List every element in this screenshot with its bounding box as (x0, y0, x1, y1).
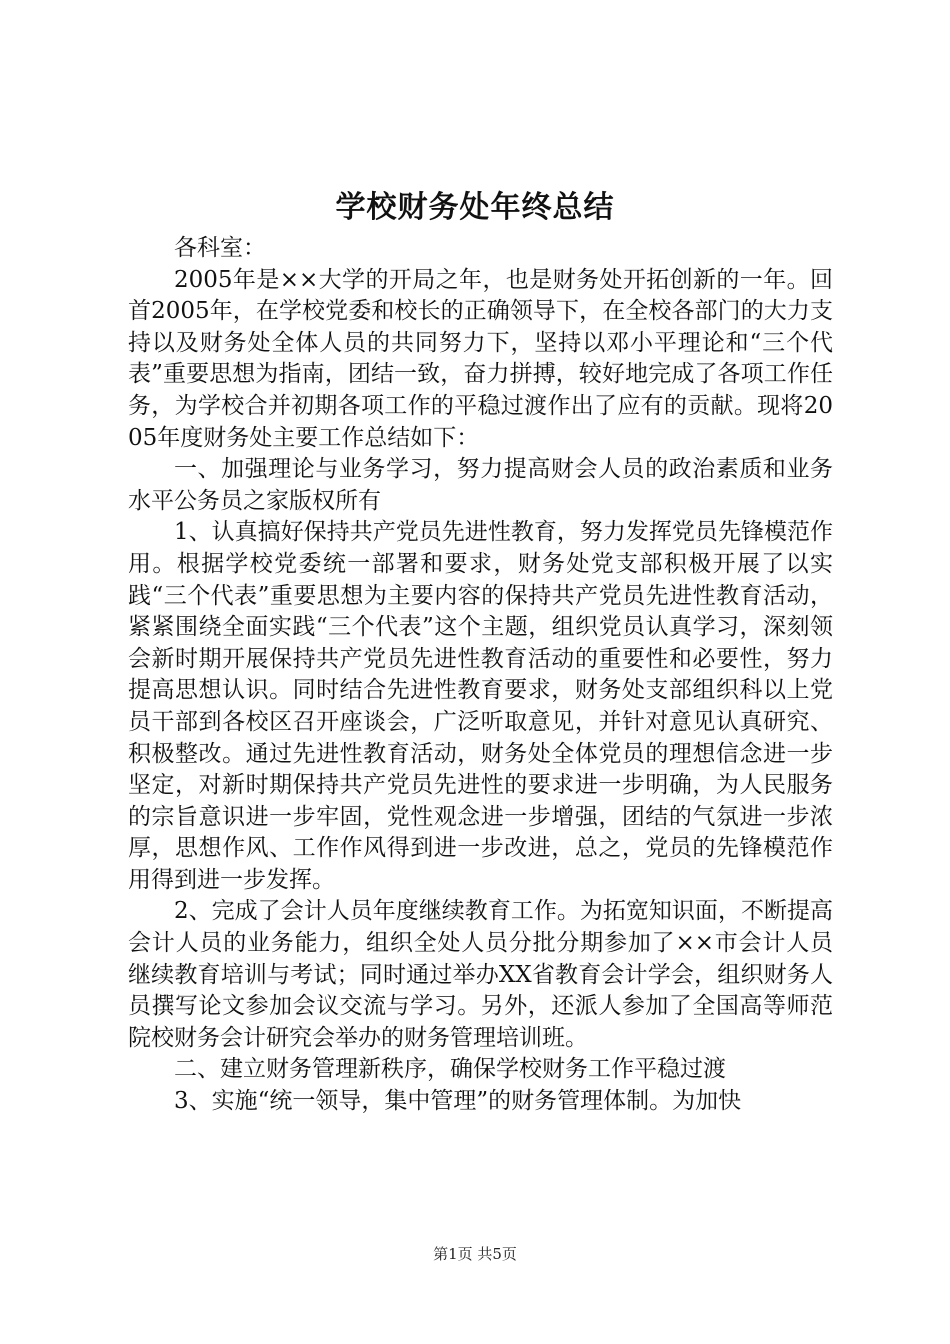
paragraph-item-2: 2、完成了会计人员年度继续教育工作。为拓宽知识面，不断提高会计人员的业务能力，组织全处人员分批分期参加了××市会计人员继续教育培训与考试；同时通过举办XX省教育会计学会，组织财务人员撰写论文参加会议交流与学习。另外，还派人参加了全国高等师范院校财务会计研究会举办的财务管理培训班。 (128, 898, 833, 1051)
intro-paragraph: 2005年是××大学的开局之年，也是财务处开拓创新的一年。回首2005年，在学校党委和校长的正确领导下，在全校各部门的大力支持以及财务处全体人员的共同努力下，坚持以邓小平理论和“三个代表”重要思想为指南，团结一致，奋力拼搏，较好地完成了各项工作任务，为学校合并初期各项工作的平稳过渡作出了应有的贡献。现将2005年度财务处主要工作总结如下： (128, 266, 833, 451)
paragraph-item-1: 1、认真搞好保持共产党员先进性教育，努力发挥党员先锋模范作用。根据学校党委统一部署和要求，财务处党支部积极开展了以实践“三个代表”重要思想为主要内容的保持共产党员先进性教育活动，紧紧围绕全面实践“三个代表”这个主题，组织党员认真学习，深刻领会新时期开展保持共产党员先进性教育活动的重要性和必要性，努力提高思想认识。同时结合先进性教育要求，财务处支部组织科以上党员干部到各校区召开座谈会，广泛听取意见，并针对意见认真研究、积极整改。通过先进性教育活动，财务处全体党员的理想信念进一步坚定，对新时期保持共产党员先进性的要求进一步明确，为人民服务的宗旨意识进一步牢固，党性观念进一步增强，团结的气氛进一步浓厚，思想作风、工作作风得到进一步改进，总之，党员的先锋模范作用得到进一步发挥。 (128, 519, 833, 893)
paragraph-item-3: 3、实施“统一领导，集中管理”的财务管理体制。为加快 (174, 1088, 742, 1115)
salutation: 各科室： (174, 235, 266, 261)
section-heading-1: 一、加强理论与业务学习，努力提高财会人员的政治素质和业务水平公务员之家版权所有 (128, 456, 833, 514)
page-footer: 第1页 共5页 (433, 1245, 517, 1263)
document-title: 学校财务处年终总结 (335, 190, 615, 225)
document-body (128, 233, 833, 1118)
section-heading-2: 二、建立财务管理新秩序，确保学校财务工作平稳过渡 (174, 1056, 726, 1083)
